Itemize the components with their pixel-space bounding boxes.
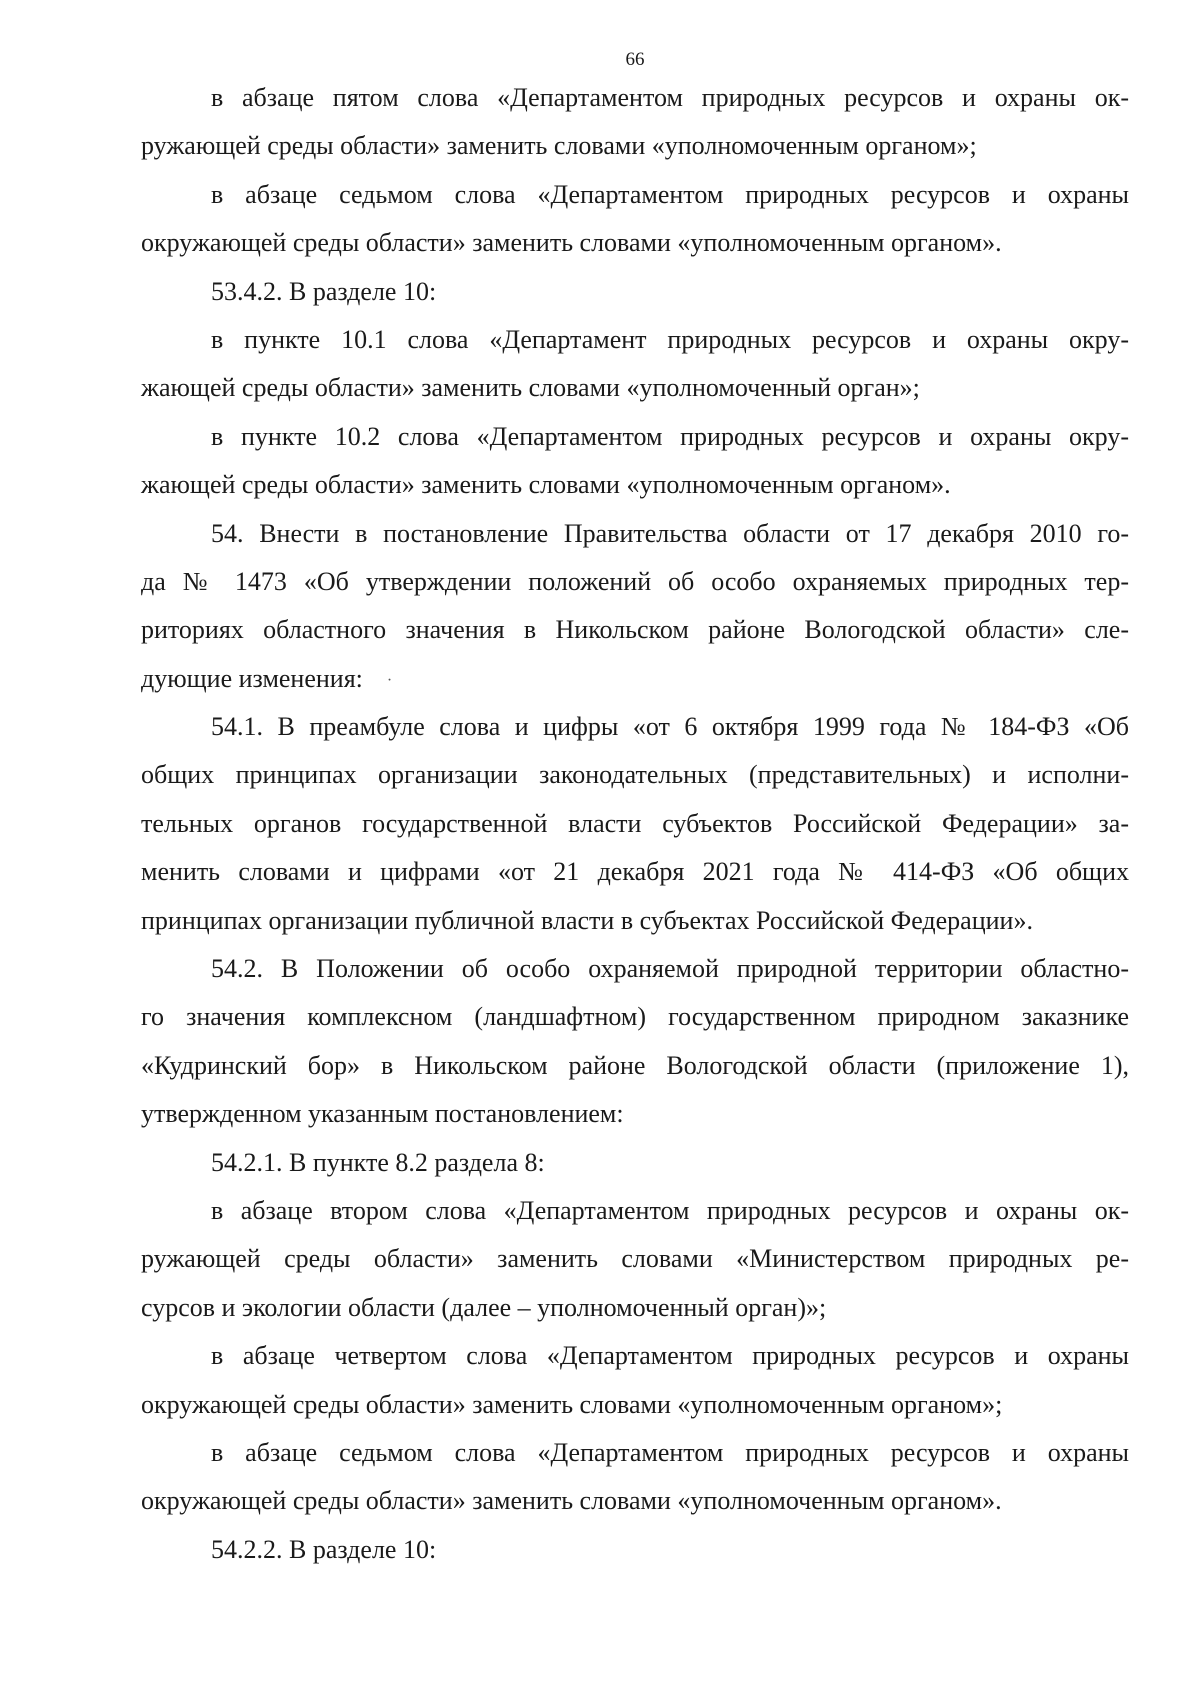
text-line [141,219,1129,267]
text-line [141,1284,1129,1332]
line-text: в абзаце пятом слова «Департаментом природных ресурсов и охраны ок- [211,83,1129,112]
text-line [141,1526,1129,1574]
line-text: в абзаце четвертом слова «Департаментом природных ресурсов и охраны [211,1341,1129,1371]
text-line [141,1381,1129,1429]
line-text: в абзаце седьмом слова «Департаментом природных ресурсов и охраны [211,1437,1129,1467]
line-text: 54.2.2. В разделе 10: [211,1534,437,1564]
text-line [141,558,1129,606]
text-line [141,703,1129,751]
line-text: менить словами и цифрами «от 21 декабря 2021 года № 414-ФЗ «Об общих [141,857,1129,887]
text-line [141,268,1129,316]
line-text: жающей среды области» заменить словами «уполномоченным органом». [141,470,951,500]
text-line [141,461,1129,509]
text-line [141,897,1129,945]
line-text: в абзаце седьмом слова «Департаментом природных ресурсов и охраны [211,179,1129,209]
line-text: риториях областного значения в Никольском районе Вологодской области» сле- [141,615,1129,645]
line-text: сурсов и экологии области (далее – уполномоченный орган)»; [141,1292,827,1322]
text-line [141,413,1129,461]
text-line [141,510,1129,558]
text-line [141,1187,1129,1235]
text-line [141,1429,1129,1477]
text-line [141,1477,1129,1525]
text-line [141,171,1129,219]
line-text: окружающей среды области» заменить словами «уполномоченным органом». [141,228,1002,258]
line-text: утвержденном указанным постановлением: [141,1099,624,1129]
text-line [141,364,1129,412]
line-text: го значения комплексном (ландшафтном) государственном природном заказнике [141,1002,1129,1032]
text-line [141,1332,1129,1380]
text-line [141,1042,1129,1090]
line-text: 54.2. В Положении об особо охраняемой природной территории областно- [211,954,1129,984]
document-body [141,74,1129,1574]
text-line [141,316,1129,364]
text-line [141,74,1129,122]
line-text: тельных органов государственной власти субъектов Российской Федерации» за- [141,808,1129,838]
text-line [141,1090,1129,1138]
text-line [141,751,1129,799]
line-text: в абзаце втором слова «Департаментом природных ресурсов и охраны ок- [211,1195,1129,1225]
line-text: 54. Внести в постановление Правительства области от 17 декабря 2010 го- [211,518,1129,548]
line-text: окружающей среды области» заменить словами «уполномоченным органом»; [141,1389,1003,1419]
line-text: 54.2.1. В пункте 8.2 раздела 8: [211,1147,545,1177]
line-text: 53.4.2. В разделе 10: [211,276,437,306]
line-text: принципах организации публичной власти в субъектах Российской Федерации». [141,905,1033,935]
text-line [141,655,1129,703]
text-line [141,800,1129,848]
text-line [141,1139,1129,1187]
line-text: 54.1. В преамбуле слова и цифры «от 6 октября 1999 года № 184-ФЗ «Об [211,712,1129,742]
stray-mark: · [386,671,393,689]
text-line [141,848,1129,896]
line-text: ружающей среды области» заменить словами «уполномоченным органом»; [141,131,977,161]
line-text: в пункте 10.1 слова «Департамент природных ресурсов и охраны окру- [211,324,1129,354]
line-text: в пункте 10.2 слова «Департаментом природных ресурсов и охраны окру- [211,421,1129,451]
line-text: дующие изменения: [141,663,363,693]
line-text: ружающей среды области» заменить словами «Министерством природных ре- [141,1244,1129,1274]
line-text: общих принципах организации законодательных (представительных) и исполни- [141,760,1129,790]
text-line [141,1235,1129,1283]
text-line [141,993,1129,1041]
line-text: жающей среды области» заменить словами «уполномоченный орган»; [141,373,920,403]
text-line [141,945,1129,993]
page-number: 66 [625,49,645,70]
line-text: да № 1473 «Об утверждении положений об особо охраняемых природных тер- [141,566,1129,596]
line-text: окружающей среды области» заменить словами «уполномоченным органом». [141,1486,1002,1516]
line-text: «Кудринский бор» в Никольском районе Вологодской области (приложение 1), [141,1050,1129,1080]
text-line [141,122,1129,170]
text-line [141,606,1129,654]
